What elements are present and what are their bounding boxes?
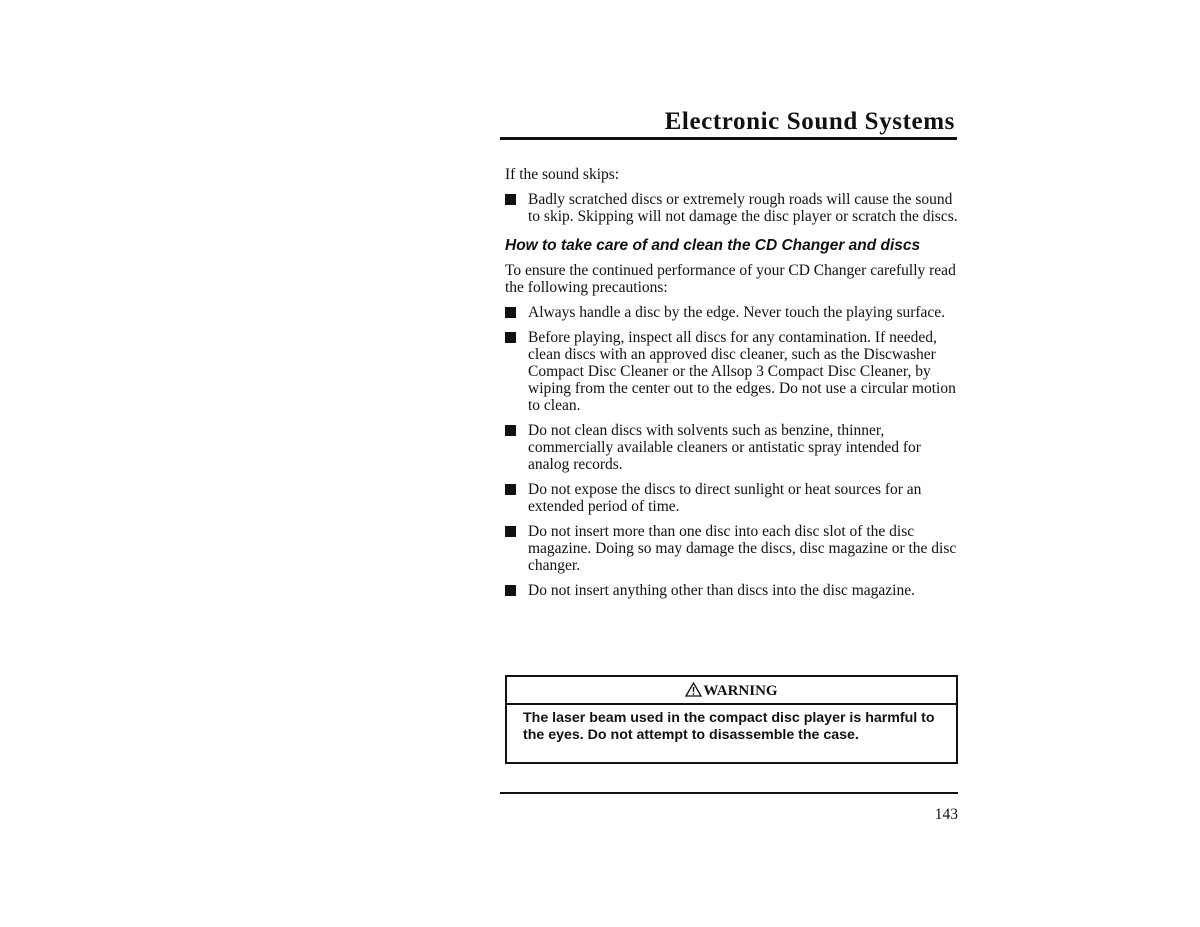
list-item-text: Always handle a disc by the edge. Never touch the playing surface. [528,304,946,321]
section-title: Electronic Sound Systems [664,108,955,135]
subheading: How to take care of and clean the CD Changer and discs [505,237,921,254]
square-bullet-icon [505,526,516,537]
list-item-text: Before playing, inspect all discs for any contamination. If needed, clean discs with an approved disc cleaner, such as the Discwasher Compact Disc Cleaner or the Allsop 3 Compact Disc Cleaner, by wiping from the center out to the edges. Do not use a circular motion to clean. [528,329,956,414]
square-bullet-icon [505,484,516,495]
list-item [505,481,960,515]
intro-paragraph: If the sound skips: [505,166,620,183]
square-bullet-icon [505,194,516,205]
warning-header [507,677,956,705]
page-header [500,106,957,140]
list-item [505,582,960,599]
list-item [505,191,960,225]
list-item [505,329,960,414]
square-bullet-icon [505,332,516,343]
warning-label: WARNING [703,683,778,699]
care-intro-paragraph: To ensure the continued performance of your CD Changer carefully read the following precautions: [505,262,956,296]
warning-box [505,675,958,764]
list-item-text: Do not clean discs with solvents such as benzine, thinner, commercially available cleaners or antistatic spray intended for analog records. [528,422,921,473]
list-item [505,304,960,321]
page-content [505,166,960,607]
list-item-text: Badly scratched discs or extremely rough roads will cause the sound to skip. Skipping will not damage the disc player or scratch the discs. [528,191,958,225]
list-item-text: Do not insert more than one disc into each disc slot of the disc magazine. Doing so may damage the discs, disc magazine or the disc changer. [528,523,957,574]
footer-divider [500,792,958,794]
list-item [505,523,960,574]
warning-text: The laser beam used in the compact disc player is harmful to the eyes. Do not attempt to disassemble the case. [523,710,935,743]
list-item-text: Do not insert anything other than discs into the disc magazine. [528,582,915,599]
list-item-text: Do not expose the discs to direct sunlight or heat sources for an extended period of time. [528,481,922,515]
square-bullet-icon [505,307,516,318]
warning-triangle-icon [685,682,702,697]
page-number: 143 [934,806,958,823]
square-bullet-icon [505,585,516,596]
list-item [505,422,960,473]
square-bullet-icon [505,425,516,436]
